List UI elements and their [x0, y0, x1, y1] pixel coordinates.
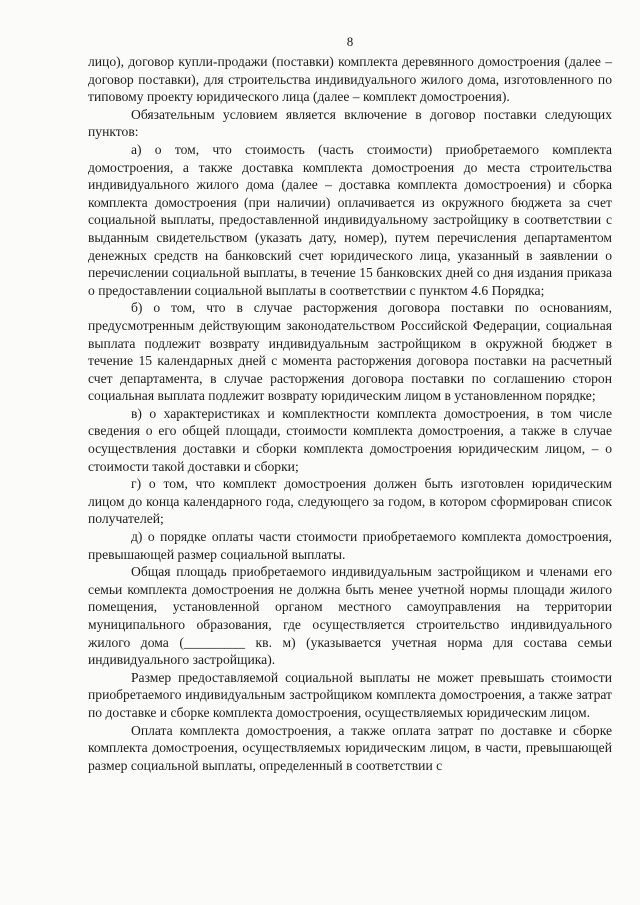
paragraph-item-g: г) о том, что комплект домостроения должен быть изготовлен юридическим лицом до конца календарного года, следующего за годом, в котором сформирован список получателей;: [88, 476, 612, 527]
paragraph: Обязательным условием является включение в договор поставки следующих пунктов:: [88, 106, 612, 140]
paragraph-item-b: б) о том, что в случае расторжения договора поставки по основаниям, предусмотренным действующим законодательством Российской Федерации, социальная выплата подлежит возврату индивидуальным застройщиком в окружной бюджет в течение 15 календарных дней с момента расторжения договора поставки на расчетный счет департамента, в случае расторжения договора поставки по соглашению сторон социальная выплата подлежит возврату юридическим лицом в установленном порядке;: [88, 300, 612, 404]
paragraph: Размер предоставляемой социальной выплаты не может превышать стоимости приобретаемого индивидуальным застройщиком комплекта домостроения, а также затрат по доставке и сборке комплекта домостроения, осуществляемых юридическим лицом.: [88, 669, 612, 720]
page-number: 8: [346, 34, 354, 49]
paragraph: лицо), договор купли-продажи (поставки) комплекта деревянного домостроения (далее – договор поставки), для строительства индивидуального жилого дома, изготовленного по типовому проекту юридического лица (далее – комплект домостроения).: [88, 54, 612, 105]
paragraph-item-v: в) о характеристиках и комплектности комплекта домостроения, в том числе сведения о его общей площади, стоимости комплекта домостроения, а также в случае осуществления доставки и сборки комплекта домостроения юридическим лицом, – о стоимости такой доставки и сборки;: [88, 405, 612, 474]
paragraph-item-a: а) о том, что стоимость (часть стоимости) приобретаемого комплекта домостроения, а также доставка комплекта домостроения до места строительства индивидуального жилого дома (далее – доставка комплекта домостроения) и сборка комплекта домостроения (при наличии) оплачивается из окружного бюджета за счет социальной выплаты, предоставленной индивидуальному застройщику в соответствии с выданным свидетельством (указать дату, номер), путем перечисления департаментом денежных средств на банковский счет юридического лица, указанный в заявлении о перечислении социальной выплаты, в течение 15 банковских дней со дня издания приказа о предоставлении социальной выплаты в соответствии с пунктом 4.6 Порядка;: [88, 141, 612, 298]
paragraph-item-d: д) о порядке оплаты части стоимости приобретаемого комплекта домостроения, превышающей размер социальной выплаты.: [88, 529, 612, 562]
paragraph: Общая площадь приобретаемого индивидуальным застройщиком и членами его семьи комплекта домостроения не должна быть менее учетной нормы площади жилого помещения, установленной органом местного самоуправления на территории муниципального образования, где осуществляется строительство индивидуального жилого дома (_________ кв. м) (указывается учетная норма для состава семьи индивидуального застройщика).: [88, 564, 612, 668]
paragraph: Оплата комплекта домостроения, а также оплата затрат по доставке и сборке комплекта домостроения, осуществляемых юридическим лицом, в части, превышающей размер социальной выплаты, определенный в соответствии с: [88, 722, 612, 773]
